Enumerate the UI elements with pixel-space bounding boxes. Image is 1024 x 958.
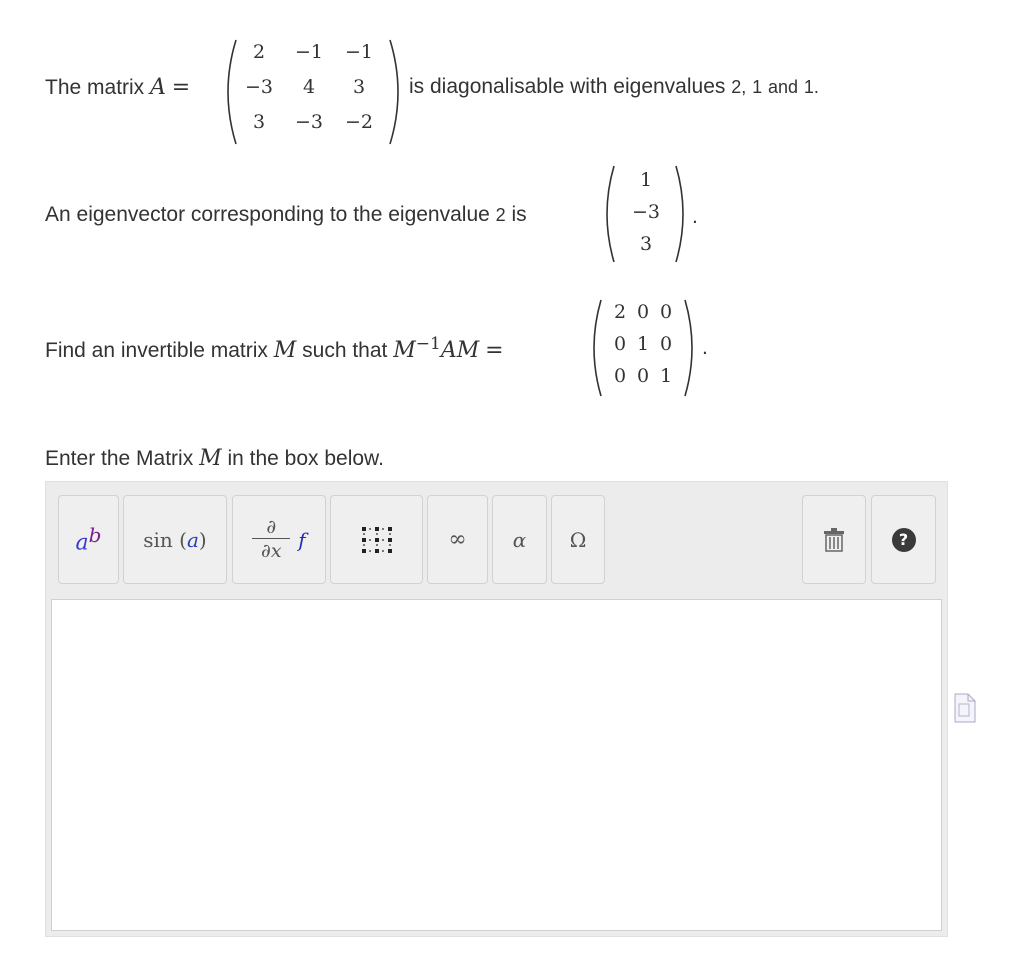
lhs-M: M (393, 338, 416, 363)
superscript-button[interactable] (58, 495, 119, 584)
help-button[interactable] (871, 495, 936, 584)
matrix-A-cell: 2 (252, 41, 266, 63)
power-base: a (75, 530, 89, 556)
matrix-A-cell: 3 (352, 76, 366, 98)
deriv-function: f (298, 527, 306, 552)
functions-button[interactable] (123, 495, 227, 584)
matrix-D-cell: 1 (636, 333, 650, 355)
help-icon (892, 528, 916, 552)
matrix-answer-input[interactable] (51, 599, 942, 931)
matrix-D-cell: 1 (659, 365, 673, 387)
matrix-D (587, 296, 699, 400)
line4-prefix: Enter the Matrix (45, 447, 194, 470)
line4-var-M: M (199, 446, 222, 471)
partial-denominator: ∂x (261, 540, 282, 562)
matrix-D-cell: 0 (659, 333, 673, 355)
sin-rparen: ) (198, 527, 207, 552)
omega-icon: Ω (569, 527, 587, 552)
matrix-A-cell: −2 (344, 111, 373, 133)
line3-prefix: Find an invertible matrix (45, 339, 268, 362)
matrix-D-cell: 0 (613, 365, 627, 387)
symbols-button[interactable] (551, 495, 605, 584)
matrix-A (218, 36, 408, 148)
matrix-A-cell: 4 (302, 76, 316, 98)
line1-prefix: The matrix (45, 76, 145, 99)
infinity-button[interactable] (427, 495, 488, 584)
eigenvalue-1: 2, (731, 77, 747, 97)
sin-arg: a (186, 527, 199, 552)
eigenvector-cell: 3 (639, 233, 653, 255)
line1-suffix-text (409, 75, 819, 99)
matrix-grid-icon (360, 525, 394, 555)
eigenvalue-3: 1. (803, 77, 819, 97)
equals-sign: = (171, 75, 191, 100)
line4-text (45, 446, 384, 471)
matrix-var-A: A (150, 75, 166, 100)
eigenvector (600, 162, 692, 266)
line2-eigenvalue: 2 (495, 205, 506, 225)
eigenvector-cell: 1 (639, 169, 653, 191)
matrix-A-cell: −3 (244, 76, 273, 98)
eigenvalue-2: 1 (752, 77, 763, 97)
line1-text (45, 75, 190, 100)
file-icon (954, 693, 976, 723)
line2-period: . (692, 205, 698, 228)
matrix-D-cell: 0 (636, 365, 650, 387)
matrix-A-cell: −1 (294, 41, 323, 63)
line2-is: is (511, 203, 527, 226)
line3-text (45, 334, 504, 363)
calculus-button[interactable] (232, 495, 326, 584)
trash-icon (823, 528, 845, 552)
matrix-button[interactable] (330, 495, 423, 584)
greek-button[interactable] (492, 495, 547, 584)
partial-numerator: ∂ (266, 516, 277, 538)
infinity-icon: ∞ (448, 527, 467, 552)
line2-text (45, 203, 527, 227)
matrix-A-cell: −1 (344, 41, 373, 63)
matrix-D-cell: 2 (613, 301, 627, 323)
help-mark: ? (898, 530, 909, 549)
line2-prefix: An eigenvector corresponding to the eigenvalue (45, 203, 490, 226)
alpha-icon: α (512, 527, 527, 552)
power-exp: b (88, 523, 102, 548)
matrix-A-cell: −3 (294, 111, 323, 133)
and-word: and (767, 77, 798, 97)
line3-equals: = (485, 338, 504, 363)
line4-suffix: in the box below. (227, 447, 384, 470)
document-icon[interactable] (954, 693, 976, 728)
matrix-D-cell: 0 (659, 301, 673, 323)
sin-lparen: ( (179, 527, 187, 552)
lhs-AM: AM (440, 338, 480, 363)
math-editor (45, 481, 948, 937)
lhs-exponent: −1 (415, 334, 441, 354)
line3-such-that: such that (302, 339, 388, 362)
matrix-D-cell: 0 (636, 301, 650, 323)
line1-suffix: is diagonalisable with eigenvalues (409, 75, 726, 98)
sin-func: sin (143, 527, 173, 552)
delete-button[interactable] (802, 495, 866, 584)
line3-period: . (702, 336, 708, 359)
eigenvector-cell: −3 (631, 201, 660, 223)
matrix-var-M: M (273, 338, 297, 363)
matrix-D-cell: 0 (613, 333, 627, 355)
matrix-A-cell: 3 (252, 111, 266, 133)
